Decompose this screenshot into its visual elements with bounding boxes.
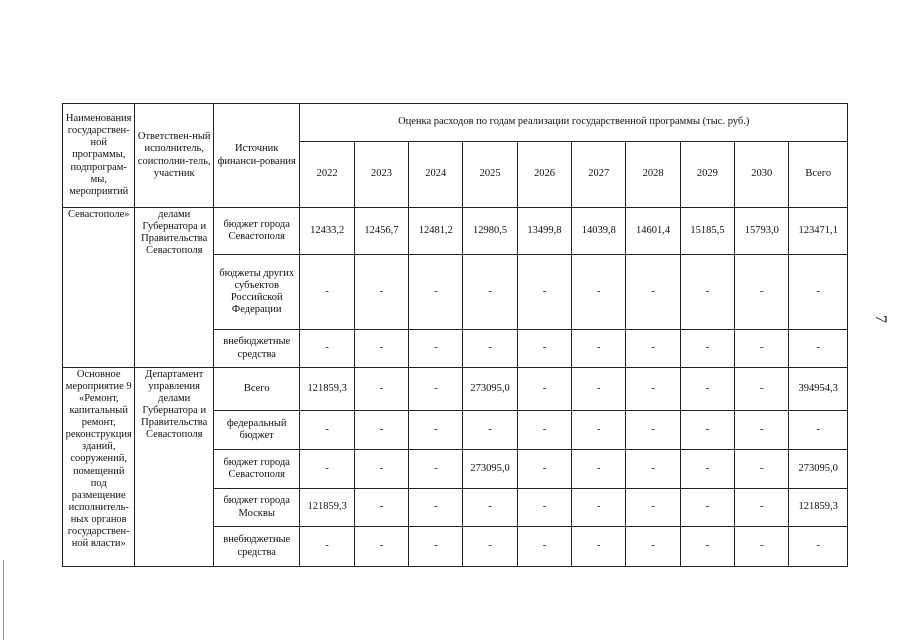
value-cell: - bbox=[300, 450, 354, 489]
value-cell: - bbox=[572, 368, 626, 411]
value-cell: - bbox=[626, 255, 680, 330]
total-cell: - bbox=[789, 255, 848, 330]
source-cell: федеральный бюджет bbox=[213, 411, 300, 450]
value-cell: - bbox=[409, 330, 463, 368]
value-cell: - bbox=[409, 255, 463, 330]
value-cell: - bbox=[517, 489, 571, 527]
value-cell: - bbox=[572, 450, 626, 489]
value-cell: - bbox=[735, 489, 789, 527]
source-cell: бюджеты других субъектов Российской Федерации bbox=[213, 255, 300, 330]
value-cell: - bbox=[517, 411, 571, 450]
year-cell: 2026 bbox=[517, 142, 571, 208]
scan-edge-line bbox=[3, 560, 4, 640]
value-cell: - bbox=[680, 368, 734, 411]
value-cell: 121859,3 bbox=[300, 368, 354, 411]
value-cell: 273095,0 bbox=[463, 450, 517, 489]
value-cell: - bbox=[409, 527, 463, 567]
value-cell: - bbox=[680, 255, 734, 330]
value-cell: - bbox=[354, 489, 408, 527]
year-cell: 2025 bbox=[463, 142, 517, 208]
value-cell: - bbox=[735, 527, 789, 567]
value-cell: - bbox=[735, 450, 789, 489]
value-cell: - bbox=[354, 527, 408, 567]
value-cell: 121859,3 bbox=[300, 489, 354, 527]
total-cell: 273095,0 bbox=[789, 450, 848, 489]
value-cell: - bbox=[463, 330, 517, 368]
value-cell: - bbox=[354, 411, 408, 450]
source-cell: внебюджетные средства bbox=[213, 330, 300, 368]
year-total-header: Всего bbox=[789, 142, 848, 208]
value-cell: - bbox=[354, 368, 408, 411]
header-estimate: Оценка расходов по годам реализации государственной программы (тыс. руб.) bbox=[300, 104, 848, 142]
value-cell: - bbox=[300, 255, 354, 330]
year-cell: 2023 bbox=[354, 142, 408, 208]
value-cell: - bbox=[626, 489, 680, 527]
value-cell: 14601,4 bbox=[626, 208, 680, 255]
value-cell: - bbox=[626, 411, 680, 450]
value-cell: 15185,5 bbox=[680, 208, 734, 255]
year-cell: 2027 bbox=[572, 142, 626, 208]
value-cell: - bbox=[300, 527, 354, 567]
value-cell: 12481,2 bbox=[409, 208, 463, 255]
value-cell: - bbox=[409, 368, 463, 411]
year-cell: 2029 bbox=[680, 142, 734, 208]
year-cell: 2022 bbox=[300, 142, 354, 208]
value-cell: - bbox=[517, 527, 571, 567]
header-source: Источник финанси-рования bbox=[213, 104, 300, 208]
program-name-cell: Севастополе» bbox=[63, 208, 135, 368]
value-cell: - bbox=[626, 527, 680, 567]
value-cell: - bbox=[735, 330, 789, 368]
value-cell: - bbox=[680, 450, 734, 489]
source-cell: бюджет города Севастополя bbox=[213, 208, 300, 255]
value-cell: - bbox=[572, 411, 626, 450]
year-cell: 2028 bbox=[626, 142, 680, 208]
value-cell: - bbox=[409, 489, 463, 527]
value-cell: 14039,8 bbox=[572, 208, 626, 255]
budget-table bbox=[62, 103, 848, 567]
value-cell: - bbox=[680, 411, 734, 450]
value-cell: - bbox=[572, 255, 626, 330]
value-cell: - bbox=[409, 450, 463, 489]
source-cell: бюджет города Севастополя bbox=[213, 450, 300, 489]
table-row bbox=[63, 368, 848, 411]
source-cell: Всего bbox=[213, 368, 300, 411]
value-cell: - bbox=[354, 450, 408, 489]
value-cell: - bbox=[463, 489, 517, 527]
value-cell: - bbox=[680, 330, 734, 368]
program-name-cell: Основное мероприятие 9 «Ремонт, капитальный ремонт, реконструкция зданий, сооружений, помещений под размещение исполнитель-ных органов государствен-ной власти» bbox=[63, 368, 135, 567]
header-name: Наименования государствен-ной программы, подпрограм-мы, мероприятий bbox=[63, 104, 135, 208]
value-cell: - bbox=[517, 450, 571, 489]
value-cell: - bbox=[354, 255, 408, 330]
header-responsible: Ответствен-ный исполнитель, соисполни-тель, участник bbox=[135, 104, 213, 208]
year-cell: 2024 bbox=[409, 142, 463, 208]
responsible-cell: делами Губернатора и Правительства Севастополя bbox=[135, 208, 213, 368]
value-cell: 273095,0 bbox=[463, 368, 517, 411]
value-cell: - bbox=[626, 330, 680, 368]
table-row bbox=[63, 208, 848, 255]
value-cell: - bbox=[463, 527, 517, 567]
value-cell: - bbox=[735, 255, 789, 330]
value-cell: - bbox=[300, 411, 354, 450]
source-cell: бюджет города Москвы bbox=[213, 489, 300, 527]
value-cell: - bbox=[735, 411, 789, 450]
total-cell: 123471,1 bbox=[789, 208, 848, 255]
page-number: 7 bbox=[872, 315, 889, 323]
value-cell: - bbox=[572, 527, 626, 567]
year-cell: 2030 bbox=[735, 142, 789, 208]
value-cell: - bbox=[463, 255, 517, 330]
value-cell: - bbox=[463, 411, 517, 450]
value-cell: 12980,5 bbox=[463, 208, 517, 255]
value-cell: 15793,0 bbox=[735, 208, 789, 255]
value-cell: - bbox=[517, 368, 571, 411]
value-cell: - bbox=[735, 368, 789, 411]
value-cell: - bbox=[626, 368, 680, 411]
value-cell: - bbox=[409, 411, 463, 450]
total-cell: 121859,3 bbox=[789, 489, 848, 527]
value-cell: - bbox=[680, 489, 734, 527]
value-cell: - bbox=[626, 450, 680, 489]
responsible-cell: Департамент управления делами Губернатора и Правительства Севастополя bbox=[135, 368, 213, 567]
value-cell: - bbox=[517, 255, 571, 330]
total-cell: - bbox=[789, 330, 848, 368]
header-row bbox=[63, 104, 848, 142]
value-cell: - bbox=[354, 330, 408, 368]
total-cell: - bbox=[789, 411, 848, 450]
value-cell: - bbox=[572, 330, 626, 368]
value-cell: 13499,8 bbox=[517, 208, 571, 255]
value-cell: - bbox=[680, 527, 734, 567]
value-cell: - bbox=[517, 330, 571, 368]
total-cell: - bbox=[789, 527, 848, 567]
value-cell: - bbox=[300, 330, 354, 368]
value-cell: 12456,7 bbox=[354, 208, 408, 255]
value-cell: 12433,2 bbox=[300, 208, 354, 255]
total-cell: 394954,3 bbox=[789, 368, 848, 411]
source-cell: внебюджетные средства bbox=[213, 527, 300, 567]
value-cell: - bbox=[572, 489, 626, 527]
